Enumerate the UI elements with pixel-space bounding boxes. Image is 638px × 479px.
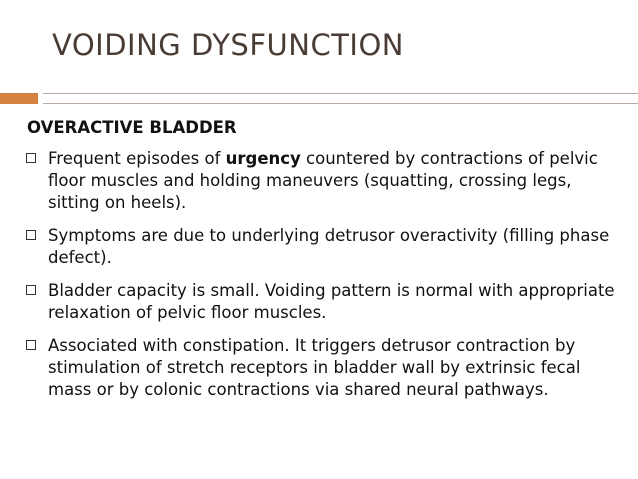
bullet-text-continued: countered by contractions of pelvic floor muscles and holding maneuvers (squatting, crossing legs, sitting on heels). [48, 149, 598, 212]
square-bullet-icon [26, 285, 36, 295]
title-rule-accent [0, 93, 38, 104]
bullet-text: Frequent episodes of [48, 149, 226, 168]
bullet-text: Symptoms are due to underlying detrusor overactivity (filling phase defect). [48, 226, 610, 267]
bullet-item [26, 225, 616, 269]
square-bullet-icon [26, 230, 36, 240]
slide-title: VOIDING DYSFUNCTION [52, 28, 404, 62]
bullet-text: Associated with constipation. It triggers detrusor contraction by stimulation of stretch receptors in bladder wall by extrinsic fecal mass or by colonic contractions via shared neural pathways. [48, 336, 581, 399]
bullet-item [26, 335, 616, 401]
section-heading: OVERACTIVE BLADDER [27, 118, 237, 137]
square-bullet-icon [26, 153, 36, 163]
bullet-list [26, 148, 616, 412]
bullet-item [26, 148, 616, 214]
square-bullet-icon [26, 340, 36, 350]
bullet-text: Bladder capacity is small. Voiding pattern is normal with appropriate relaxation of pelvic floor muscles. [48, 281, 615, 322]
bullet-emphasis: urgency [225, 149, 301, 168]
title-rule-line-lower [43, 103, 638, 104]
bullet-item [26, 280, 616, 324]
title-rule-line [43, 93, 638, 94]
